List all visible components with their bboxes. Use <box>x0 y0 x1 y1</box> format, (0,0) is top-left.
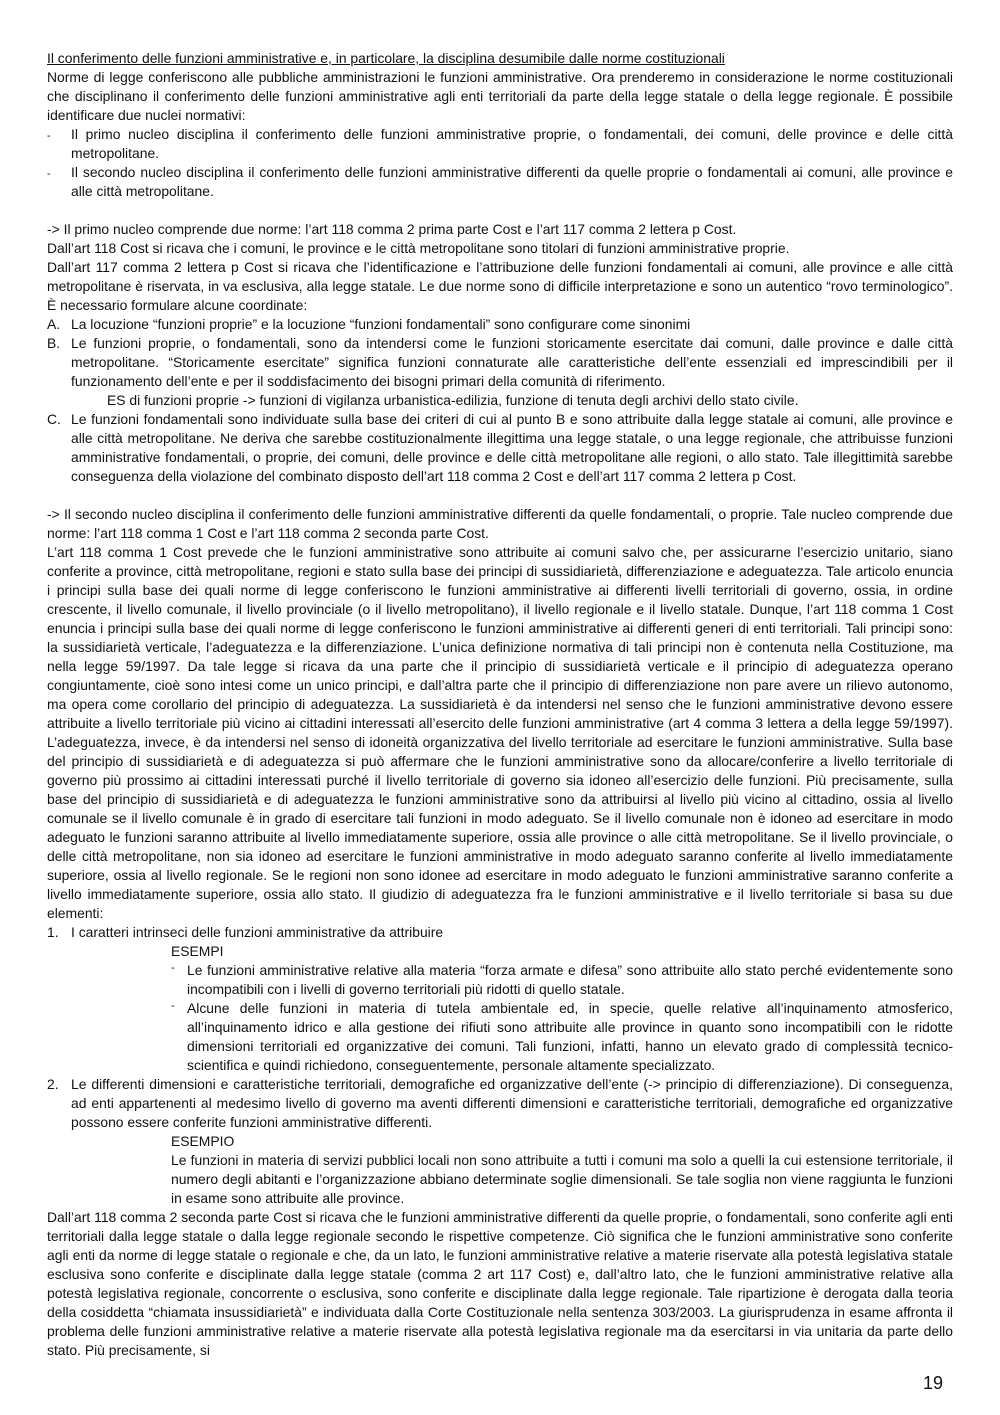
list-item <box>47 334 953 391</box>
list-marker: 2. <box>47 1076 59 1092</box>
page-number: 19 <box>923 1373 944 1393</box>
list-marker: - <box>171 962 175 974</box>
example-line: ES di funzioni proprie -> funzioni di vigilanza urbanistica-edilizia, funzione di tenuta degli archivi dello stato civile. <box>107 392 799 408</box>
list-item <box>47 315 953 334</box>
example-item <box>47 961 953 999</box>
section-title: Il conferimento delle funzioni amministrative e, in particolare, la disciplina desumibile dalle norme costituzionali <box>47 50 725 66</box>
list-item <box>47 125 953 163</box>
list-marker: - <box>47 130 51 142</box>
example-text: Alcune delle funzioni in materia di tutela ambientale ed, in specie, quelle relative all’inquinamento atmosferico, all’inquinamento idrico e alla gestione dei rifiuti sono attribuite alle province in quanto sono incompatibili con le ridotte dimensioni territoriali ed organizzative dei comuni. Tali funzioni, infatti, hanno un elevato grado di complessità tecnico-scientifica e quindi richiedono, conseguentemente, personale altamente specializzato. <box>187 1000 953 1073</box>
list-item-text: Le differenti dimensioni e caratteristiche territoriali, demografiche ed organizzative dell’ente (-> principio di differenziazione). Di conseguenza, ad enti appartenenti al medesimo livello di governo ma aventi differenti dimensioni e caratteristiche territoriali, demografiche ed organizzative possono essere conferite funzioni amministrative differenti. <box>71 1076 953 1130</box>
list-marker: - <box>47 168 51 180</box>
paragraph: -> Il primo nucleo comprende due norme: l’art 118 comma 2 prima parte Cost e l’art 117 comma 2 lettera p Cost. <box>47 221 737 237</box>
list-marker: C. <box>47 411 61 427</box>
paragraph: Dall’art 118 comma 2 seconda parte Cost si ricava che le funzioni amministrative differenti da quelle proprie, o fondamentali, sono conferite agli enti territoriali dalla legge statale o dalla legge regionale secondo le rispettive competenze. Ciò significa che le funzioni amministrative sono conferite agli enti da norme di legge statale o regionale e che, da un lato, le funzioni amministrative relative a materie riservate alla potestà legislativa statale esclusiva sono conferite e disciplinate dalla legge statale (comma 2 art 117 Cost) e, dall’altro lato, che le funzioni amministrative relative alla potestà legislativa regionale, concorrente o esclusiva, sono conferite e disciplinate dalla legge regionale. Tale ripartizione è derogata dalla teoria della cosiddetta “chiamata insussidiarietà” e individuata dalla Corte Costituzionale nella sentenza 303/2003. La giurisprudenza in esame affronta il problema delle funzioni amministrative relative a materie riservate alla potestà legislativa regionale ma da esercitarsi in via unitaria da parte dello stato. Più precisamente, si <box>47 1209 953 1358</box>
paragraph: -> Il secondo nucleo disciplina il conferimento delle funzioni amministrative differenti da quelle fondamentali, o proprie. Tale nucleo comprende due norme: l’art 118 comma 1 Cost e l’art 118 comma 2 seconda parte Cost. <box>47 506 953 541</box>
paragraph: Dall’art 117 comma 2 lettera p Cost si ricava che l’identificazione e l’attribuzione delle funzioni fondamentali ai comuni, alle province e alle città metropolitane è riservata, in va esclusiva, alla legge statale. Le due norme sono di difficile interpretazione e sono un autentico “rovo terminologico”. È necessario formulare alcune coordinate: <box>47 259 953 313</box>
paragraph: L’art 118 comma 1 Cost prevede che le funzioni amministrative sono attribuite ai comuni salvo che, per assicurarne l’esercizio unitario, siano conferite a province, città metropolitane, regioni e stato sulla base dei principi di sussidiarietà, differenziazione e adeguatezza. Tale articolo enuncia i principi sulla base dei quali norme di legge conferiscono le funzioni amministrative ai differenti livelli territoriali di governo, ossia, in ordine crescente, il livello comunale, il livello provinciale (o il livello metropolitano), il livello regionale e il livello statale. Dunque, l’art 118 comma 1 Cost enuncia i principi sulla base dei quali norme di legge conferiscono le funzioni amministrative ai differenti generi di enti territoriali. Tali principi sono: la sussidiarietà verticale, l’adeguatezza e la differenziazione. L’unica definizione normativa di tali principi non è contenuta nella Costituzione, ma nella legge 59/1997. Da tale legge si ricava da una parte che il principio di sussidiarietà verticale e il principio di adeguatezza operano congiuntamente, cioè sono intesi come un unico principi, e dall’altra parte che il principio di differenziazione non pare avere un rilievo autonomo, ma opera come corollario del principio di adeguatezza. La sussidiarietà è da intendersi nel senso che le funzioni amministrative devono essere attribuite a livello territoriale più vicino ai cittadini interessati all’esercito delle funzioni amministrative (art 4 comma 3 lettera a della legge 59/1997). L’adeguatezza, invece, è da intendersi nel senso di idoneità organizzativa del livello territoriale ad esercitare le funzioni amministrative. Sulla base del principio di sussidiarietà e di adeguatezza si può affermare che le funzioni amministrative sono da allocare/conferire a livello territoriale di governo più prossimo ai cittadini interessati purché il livello territoriale di governo sia idoneo all’esercizio delle funzioni. Più precisamente, sulla base del principio di sussidiarietà e di adeguatezza le funzioni amministrative sono da attribuirsi al livello più vicino al cittadino, ossia al livello comunale se il livello comunale è in grado di esercitare tali funzioni in modo adeguato. Se il livello comunale non è idoneo ad esercitare in modo adeguato le funzioni saranno attribuite al livello immediatamente superiore, ossia alle province o alle città metropolitane. Se il livello provinciale, o delle città metropolitane, non sia idoneo ad esercitare le funzioni amministrative in modo adeguato saranno conferite al livello immediatamente superiore, ossia al livello regionale. Se le regioni non sono idonee ad esercitare in modo adeguato le funzioni amministrative saranno conferite a livello immediatamente superiore, ossia allo stato. Il giudizio di adeguatezza fra le funzioni amministrative e il livello territoriale si basa su due elementi: <box>47 544 953 921</box>
intro-paragraph: Norme di legge conferiscono alle pubbliche amministrazioni le funzioni amministrative. Ora prenderemo in considerazione le norme costituzionali che disciplinano il conferimento delle funzioni amministrative agli enti territoriali da parte della legge statale o della legge regionale. È possibile identificare due nuclei normativi: <box>47 69 953 123</box>
list-item <box>47 1075 953 1132</box>
list-item-text: I caratteri intrinseci delle funzioni amministrative da attribuire <box>71 924 444 940</box>
list-item-text: Il secondo nucleo disciplina il conferimento delle funzioni amministrative differenti da quelle proprie o fondamentali ai comuni, alle province e alle città metropolitane. <box>71 164 953 199</box>
list-item <box>47 923 953 942</box>
example-item <box>47 999 953 1075</box>
list-marker: - <box>171 1000 175 1012</box>
list-marker: A. <box>47 316 61 332</box>
list-marker: 1. <box>47 924 59 940</box>
paragraph: Dall’art 118 Cost si ricava che i comuni, le province e le città metropolitane sono titolari di funzioni amministrative proprie. <box>47 240 790 256</box>
list-item <box>47 410 953 486</box>
list-item-text: Le funzioni proprie, o fondamentali, sono da intendersi come le funzioni storicamente esercitate dai comuni, dalle province e dalle città metropolitane. “Storicamente esercitate” significa funzioni connaturate alle caratteristiche dell’ente essenziali ed imprescindibili per il funzionamento dell’ente e per il soddisfacimento dei bisogni primari della comunità di riferimento. <box>71 335 953 389</box>
list-item-text: Le funzioni fondamentali sono individuate sulla base dei criteri di cui al punto B e sono attribuite dalla legge statale ai comuni, alle province e alle città metropolitane. Ne deriva che sarebbe costituzionalmente illegittima una legge statale, o una legge regionale, che attribuisse funzioni amministrative fondamentali, o proprie, dei comuni, delle province e delle città metropolitane alle regioni, o allo stato. Tale illegittimità sarebbe conseguenza della violazione del combinato disposto dell’art 118 comma 2 Cost e dell’art 117 comma 2 lettera p Cost. <box>71 411 953 484</box>
example-text: Le funzioni amministrative relative alla materia “forza armate e difesa” sono attribuite allo stato perché evidentemente sono incompatibili con i livelli di governo territoriali più ridotti di quello statale. <box>187 962 953 997</box>
examples-label: ESEMPI <box>171 943 224 959</box>
example-text: Le funzioni in materia di servizi pubblici locali non sono attribuite a tutti i comuni ma solo a quelli la cui estensione territoriale, il numero degli abitanti e l’organizzazione abbiano determinate soglie dimensionali. Se tale soglia non viene raggiunta le funzioni in esame sono attribuite alle province. <box>171 1152 953 1206</box>
list-item <box>47 163 953 201</box>
example-label: ESEMPIO <box>171 1133 235 1149</box>
list-item-text: Il primo nucleo disciplina il conferimento delle funzioni amministrative proprie, o fondamentali, dei comuni, delle province e delle città metropolitane. <box>71 126 953 161</box>
list-item-text: La locuzione “funzioni proprie” e la locuzione “funzioni fondamentali” sono configurare come sinonimi <box>71 316 691 332</box>
list-marker: B. <box>47 335 61 351</box>
